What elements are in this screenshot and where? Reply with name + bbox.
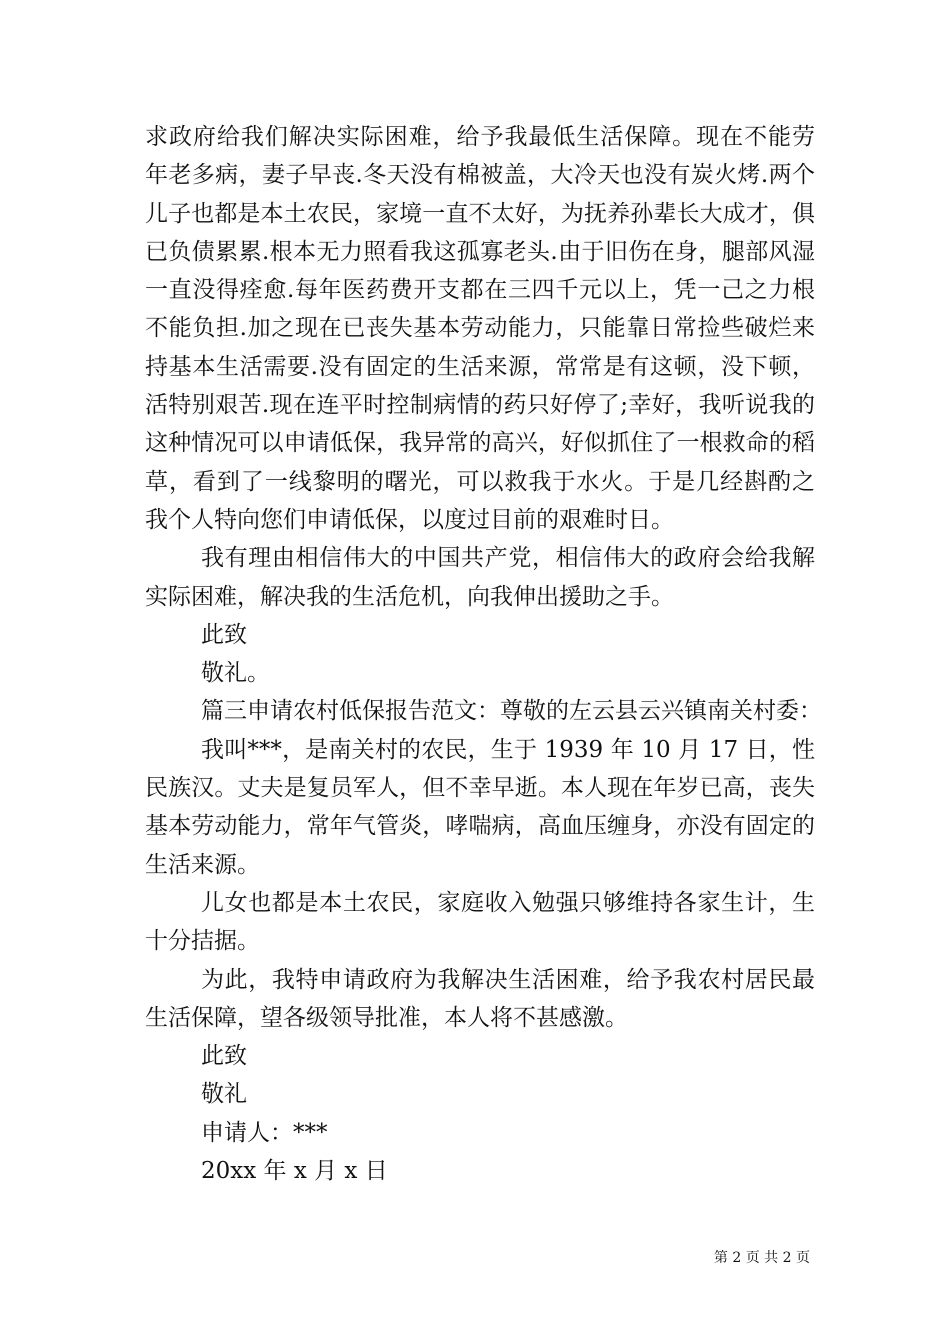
text-line: 不能负担.加之现在已丧失基本劳动能力，只能靠日常捡些破烂来 <box>145 315 815 342</box>
document-body <box>145 118 822 1190</box>
text-line: 我有理由相信伟大的中国共产党，相信伟大的政府会给我解 <box>201 545 815 572</box>
text-line: 我个人特向您们申请低保，以度过目前的艰难时日。 <box>145 506 674 533</box>
page-number-footer: 第 2 页 共 2 页 <box>713 1250 810 1266</box>
text-line: 这种情况可以申请低保，我异常的高兴，好似抓住了一根救命的稻 <box>145 430 815 457</box>
text-line: 一直没得痊愈.每年医药费开支都在三四千元以上，凭一己之力根 <box>145 277 815 304</box>
text-line: 活特别艰苦.现在连平时控制病情的药只好停了;幸好，我听说我的 <box>145 392 815 419</box>
text-line: 为此，我特申请政府为我解决生活困难，给予我农村居民最 <box>201 966 815 993</box>
text-line: 我叫***，是南关村的农民，生于 1939 年 10 月 17 日，性 <box>201 736 815 763</box>
text-line: 生活来源。 <box>145 851 260 878</box>
text-line: 儿女也都是本土农民，家庭收入勉强只够维持各家生计，生 <box>201 889 815 916</box>
text-line: 草，看到了一线黎明的曙光，可以救我于水火。于是几经斟酌之 <box>145 468 815 495</box>
text-line: 申请人：*** <box>201 1119 328 1146</box>
text-line: 篇三申请农村低保报告范文：尊敬的左云县云兴镇南关村委： <box>201 698 822 725</box>
text-line: 十分拮据。 <box>145 928 260 955</box>
text-line: 基本劳动能力，常年气管炎，哮喘病，高血压缠身，亦没有固定的 <box>145 813 815 840</box>
text-line: 实际困难，解决我的生活危机，向我伸出援助之手。 <box>145 583 674 610</box>
text-line: 敬礼。 <box>201 660 270 687</box>
text-line: 年老多病，妻子早丧.冬天没有棉被盖，大冷天也没有炭火烤.两个 <box>145 162 815 189</box>
text-line: 儿子也都是本土农民，家境一直不太好，为抚养孙辈长大成才，俱 <box>145 200 815 227</box>
text-line: 求政府给我们解决实际困难，给予我最低生活保障。现在不能劳 <box>145 124 815 150</box>
text-line: 生活保障，望各级领导批准，本人将不甚感激。 <box>145 1004 628 1031</box>
text-line: 此致 <box>201 1043 247 1070</box>
text-line: 已负债累累.根本无力照看我这孤寡老头.由于旧伤在身，腿部风湿 <box>145 238 815 265</box>
text-line: 持基本生活需要.没有固定的生活来源，常常是有这顿，没下顿， <box>145 353 815 380</box>
text-line: 敬礼 <box>201 1081 247 1108</box>
text-line: 此致 <box>201 621 247 648</box>
text-line: 20xx 年 x 月 x 日 <box>201 1158 388 1185</box>
text-line: 民族汉。丈夫是复员军人，但不幸早逝。本人现在年岁已高，丧失 <box>145 775 815 802</box>
